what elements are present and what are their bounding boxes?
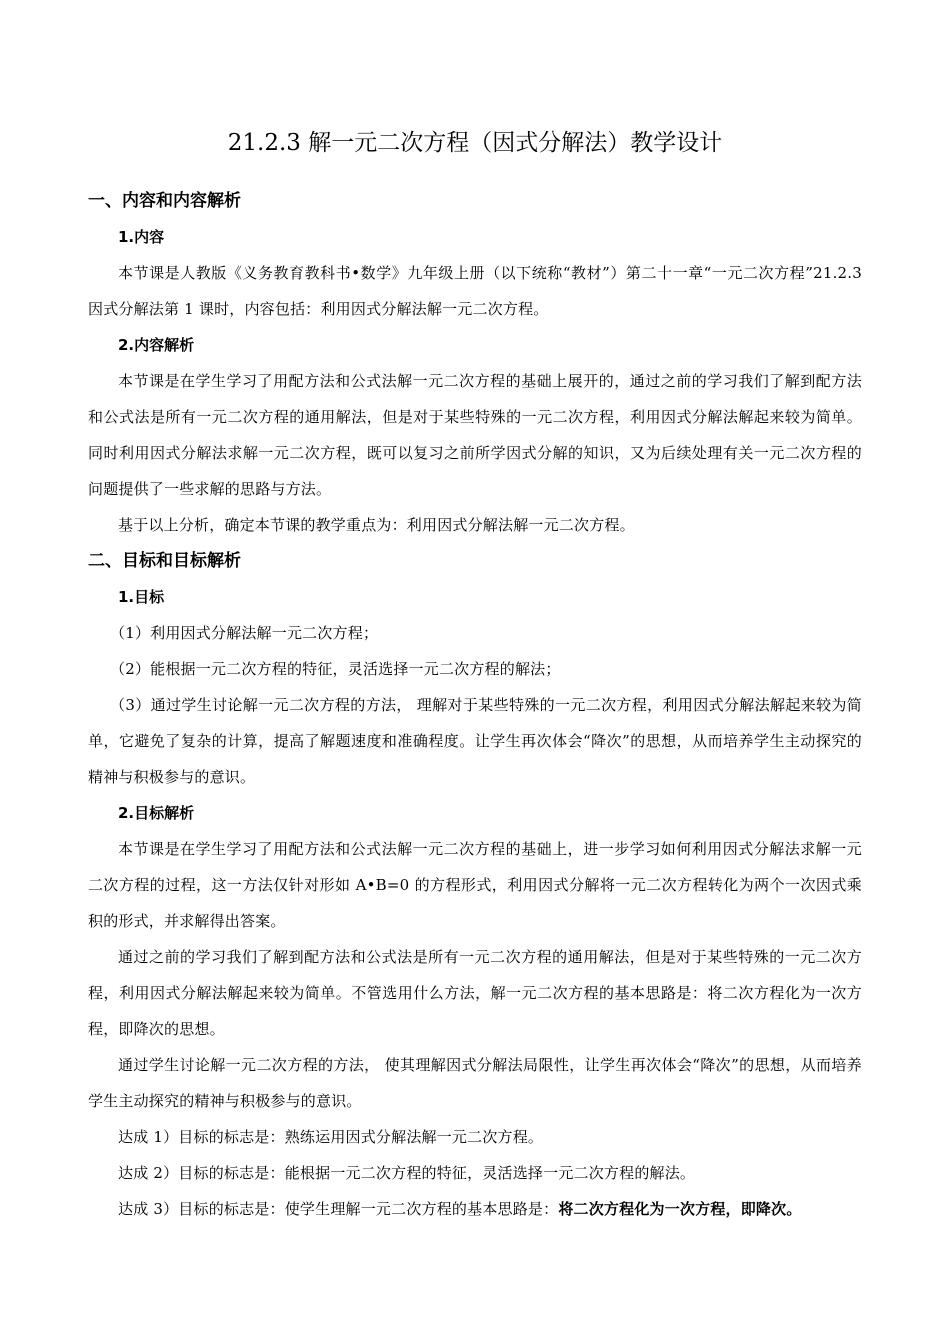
paragraph-goals-analysis-2: 通过之前的学习我们了解到配方法和公式法是所有一元二次方程的通用解法，但是对于某些特殊的一元二次方程，利用因式分解法解起来较为简单。不管选用什么方法，解一元二次方程的基本思路是：将二次方程化为一次方程，即降次的思想。 — [88, 948, 862, 1038]
goal-item-3: （3）通过学生讨论解一元二次方程的方法， 理解对于某些特殊的一元二次方程，利用因式分解法解起来较为简单，它避免了复杂的计算，提高了解题速度和准确程度。让学生再次体会“降次”的思想，从而培养学生主动探究的精神与积极参与的意识。 — [88, 696, 862, 786]
subheading-content: 1.内容 — [118, 228, 165, 246]
subheading-goals-analysis: 2.目标解析 — [118, 804, 195, 822]
goal-achievement-3 — [88, 1191, 862, 1227]
paragraph-goals-analysis-3: 通过学生讨论解一元二次方程的方法， 使其理解因式分解法局限性，让学生再次体会“降次”的思想，从而培养学生主动探究的精神与积极参与的意识。 — [88, 1056, 862, 1110]
goal-achievement-3-prefix: 达成 3）目标的标志是：使学生理解一元二次方程的基本思路是： — [118, 1200, 559, 1218]
paragraph-content-analysis: 本节课是在学生学习了用配方法和公式法解一元二次方程的基础上展开的，通过之前的学习我们了解到配方法和公式法是所有一元二次方程的通用解法，但是对于某些特殊的一元二次方程，利用因式分解法解起来较为简单。同时利用因式分解法求解一元二次方程，既可以复习之前所学因式分解的知识，又为后续处理有关一元二次方程的问题提供了一些求解的思路与方法。 — [88, 372, 862, 498]
section-heading-content: 一、内容和内容解析 — [88, 191, 241, 211]
paragraph-content: 本节课是人教版《义务教育教科书•数学》九年级上册（以下统称“教材”）第二十一章“一元二次方程”21.2.3 因式分解法第 1 课时，内容包括：利用因式分解法解一元二次方程。 — [88, 264, 862, 318]
section-heading-goals: 二、目标和目标解析 — [88, 551, 241, 571]
goal-item-2: （2）能根据一元二次方程的特征，灵活选择一元二次方程的解法； — [110, 660, 561, 678]
goal-achievement-1: 达成 1）目标的标志是：熟练运用因式分解法解一元二次方程。 — [118, 1128, 544, 1146]
goal-achievement-3-emphasis: 将二次方程化为一次方程，即降次。 — [558, 1200, 802, 1218]
document-title: 21.2.3 解一元二次方程（因式分解法）教学设计 — [227, 130, 723, 156]
subheading-content-analysis: 2.内容解析 — [118, 336, 195, 354]
subheading-goals: 1.目标 — [118, 588, 165, 606]
goal-item-1: （1）利用因式分解法解一元二次方程； — [110, 624, 379, 642]
paragraph-teaching-focus: 基于以上分析，确定本节课的教学重点为：利用因式分解法解一元二次方程。 — [118, 516, 635, 534]
goal-achievement-2: 达成 2）目标的标志是：能根据一元二次方程的特征，灵活选择一元二次方程的解法。 — [118, 1164, 696, 1182]
paragraph-goals-analysis-1: 本节课是在学生学习了用配方法和公式法解一元二次方程的基础上，进一步学习如何利用因式分解法求解一元二次方程的过程，这一方法仅针对形如 A•B=0 的方程形式，利用因式分解将一元二次方程转化为两个一次因式乘积的形式，并求解得出答案。 — [88, 840, 862, 930]
